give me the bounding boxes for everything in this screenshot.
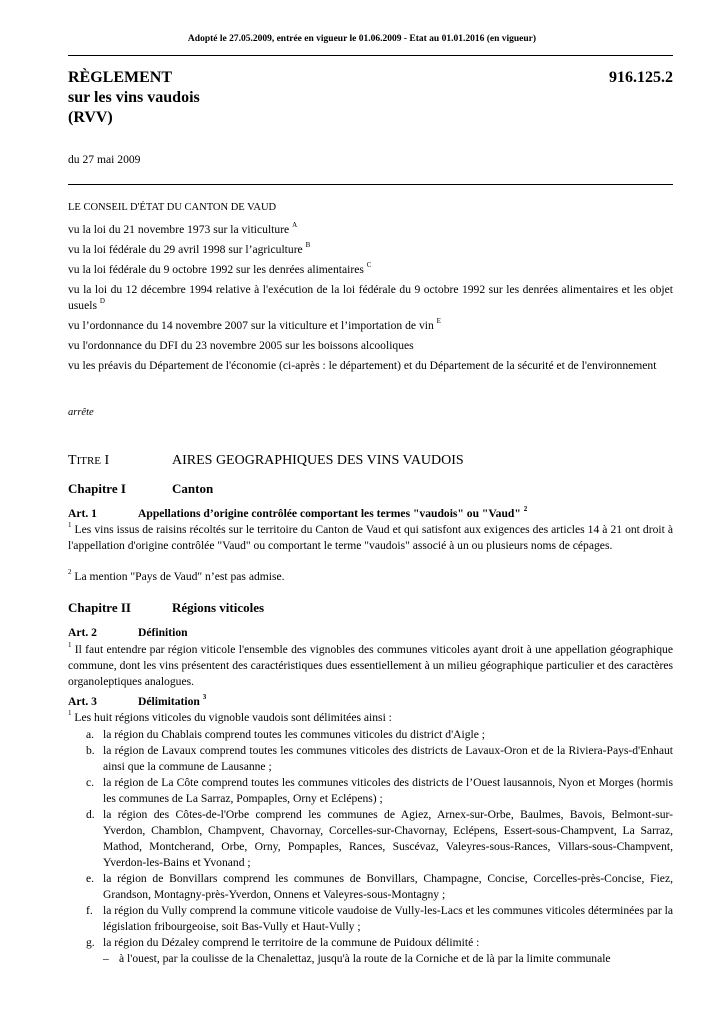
list-item: a. la région du Chablais comprend toutes les communes viticoles du district d'Aigle ; [86, 728, 486, 741]
footnote-ref[interactable]: B [305, 241, 311, 250]
preamble-list [68, 222, 673, 378]
article-paragraph: $^1$ Les vins issus de raisins récoltés sur le territoire du Canton de Vaud et qui satisfont aux exigences des articles 14 à 21 ont droit à l'appellation d'origine contrôlée "Vaud" ou comportant le terme "vaudois" associé à un ou plusieurs noms de cépages. [68, 521, 673, 552]
article-heading: Art. 1 Appellations d’origine contrôlée comportant les termes "vaudois" ou "Vaud" $^2$ [68, 505, 528, 520]
document-abbreviation: (RVV) [68, 109, 113, 126]
list-item: d. la région des Côtes-de-l'Orbe comprend les communes de Agiez, Arnex-sur-Orbe, Baulmes, Bavois, Belmont-sur-Yverdon, Chamblon, Champvent, Chavornay, Corcelles-sur-Chavornay, Eclépens, Essert-sous-Champvent, La Sarraz, Mathod, Montcherand, Orbe, Orny, Pompaples, Rances, Suscévaz, Valeyres-sous-Rances, Villars-sous-Champvent, Yverdon-les-Bains et Yvonand ; [86, 808, 673, 869]
title-divider [68, 184, 673, 185]
sub-list-item: – à l'ouest, par la coulisse de la Chenalettaz, jusqu'à la route de la Corniche et de là par la limite communale [103, 952, 611, 965]
preamble-item: vu la loi du 12 décembre 1994 relative à l'exécution de la loi fédérale du 9 octobre 1992 sur les denrées alimentaires et les objet usuels $^D$ [68, 283, 673, 312]
article-paragraph: $^2$ La mention "Pays de Vaud" n’est pas admise. [68, 568, 285, 583]
preamble-item: vu la loi fédérale du 9 octobre 1992 sur les denrées alimentaires $^C$ [68, 261, 372, 276]
preamble-item: vu l’ordonnance du 14 novembre 2007 sur la viticulture et l’importation de vin $^E$ [68, 317, 441, 332]
document-date: du 27 mai 2009 [68, 153, 141, 166]
top-divider [68, 55, 673, 56]
issuing-authority: LE CONSEIL D'ÉTAT DU CANTON DE VAUD [68, 202, 277, 213]
article-heading: Art. 3 Délimitation $^3$ [68, 693, 207, 708]
header-note: Adopté le 27.05.2009, entrée en vigueur le 01.06.2009 - Etat au 01.01.2016 (en vigueur) [187, 34, 537, 44]
footnote-ref[interactable]: 2 [523, 505, 528, 514]
list-item: e. la région de Bonvillars comprend les communes de Bonvillars, Champagne, Concise, Corcelles-près-Concise, Fiez, Grandson, Montagny-près-Yverdon, Onnens et Valeyres-sous-Montagny ; [86, 872, 673, 901]
list-item: g. la région du Dézaley comprend le territoire de la commune de Puidoux délimité : [86, 936, 480, 949]
preamble-item: vu la loi fédérale du 29 avril 1998 sur l’agriculture $^B$ [68, 241, 311, 256]
chapter-heading: Chapitre I Canton [68, 481, 214, 496]
document-number: 916.125.2 [609, 69, 673, 86]
footnote-ref[interactable]: E [436, 317, 441, 326]
titre-text: AIRES GEOGRAPHIQUES DES VINS VAUDOIS [172, 453, 464, 468]
document-title: RÈGLEMENT [68, 69, 173, 86]
article-paragraph: $^1$ Les huit régions viticoles du vignoble vaudois sont délimitées ainsi : [68, 709, 392, 724]
footnote-ref[interactable]: 3 [202, 693, 207, 702]
arrete-label: arrête [68, 407, 94, 418]
titre-heading [68, 452, 673, 470]
list-item: c. la région de La Côte comprend toutes les communes viticoles des districts de l’Ouest lausannois, Nyon et Morges (hormis les communes de La Sarraz, Pompaples, Orny et Eclépens) ; [86, 776, 673, 805]
footnote-ref[interactable]: D [99, 297, 105, 306]
preamble-item: vu l'ordonnance du DFI du 23 novembre 2005 sur les boissons alcooliques [68, 339, 414, 352]
list-item: f. la région du Vully comprend la commune viticole vaudoise de Vully-les-Lacs et les communes viticoles déterminées par la législation fribourgeoise, soit Bas-Vully et Haut-Vully ; [86, 904, 673, 933]
footnote-ref[interactable]: A [292, 221, 298, 230]
document-subtitle: sur les vins vaudois [68, 89, 200, 106]
preamble-item: vu la loi du 21 novembre 1973 sur la viticulture $^A$ [68, 221, 298, 236]
article-heading: Art. 2 Définition [68, 626, 188, 639]
footnote-ref[interactable]: C [366, 261, 372, 270]
title-block [68, 68, 673, 128]
article-paragraph: $^1$ Il faut entendre par région viticole l'ensemble des vignobles des communes viticoles ayant droit à une appellation géographique commune, dont les vins présentent des caractéristiques dues essentiellement à un milieu géographique particulier et des caractères organoleptiques analogues. [68, 641, 673, 688]
titre-label: TITRE I [68, 453, 110, 468]
chapter-heading: Chapitre II Régions viticoles [68, 600, 265, 615]
region-list [86, 727, 673, 967]
list-item: b. la région de Lavaux comprend toutes les communes viticoles des districts de Lavaux-Oron et de la Riviera-Pays-d'Enhaut ainsi que la commune de Lausanne ; [86, 744, 673, 773]
preamble-item: vu les préavis du Département de l'économie (ci-après : le département) et du Département de la sécurité et de l'environnement [68, 359, 657, 372]
